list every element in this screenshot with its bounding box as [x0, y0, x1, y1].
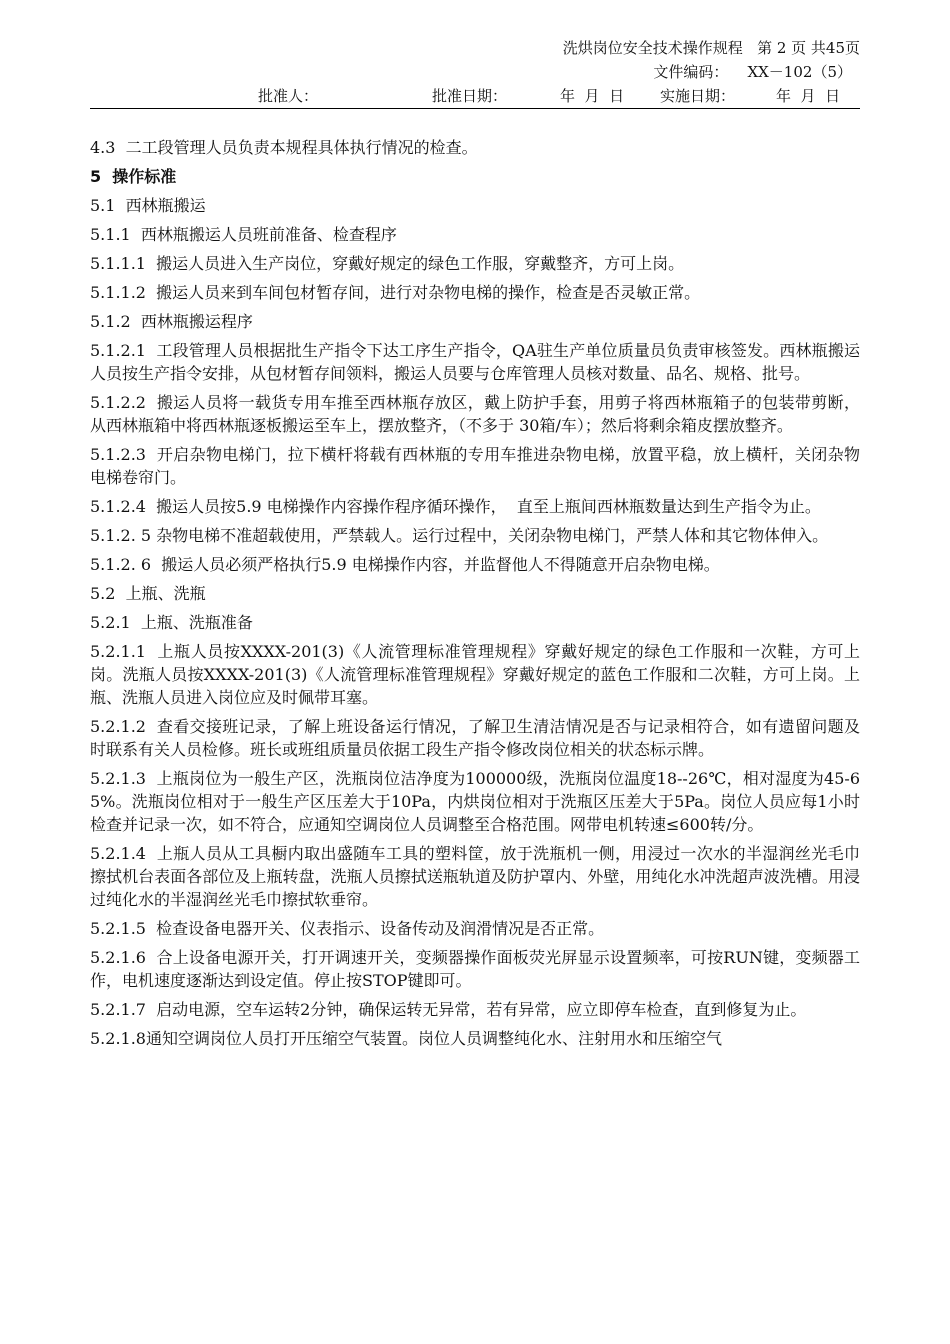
- file-code-label: 文件编码：: [653, 63, 729, 81]
- body-paragraph: 5.1.2.1 工段管理人员根据批生产指令下达工序生产指令，QA驻生产单位质量员负责审核签发。西林瓶搬运人员按生产指令安排，从包材暂存间领料，搬运人员要与仓库管理人员核对数量、品名、规格、批号。: [90, 341, 860, 383]
- document-title: 洗烘岗位安全技术操作规程: [562, 39, 743, 57]
- page-number: 第 2 页 共45页: [757, 39, 860, 57]
- file-code-value: XX－102（5）: [747, 63, 852, 81]
- body-paragraph: 5.2.1.2 查看交接班记录，了解上班设备运行情况，了解卫生清洁情况是否与记录相符合，如有遗留问题及时联系有关人员检修。班长或班组质量员依据工段生产指令修改岗位相关的状态标示牌。: [90, 717, 860, 759]
- effective-date-label: 实施日期：: [660, 87, 736, 105]
- body-paragraph: 5.1.1 西林瓶搬运人员班前准备、检查程序: [90, 225, 397, 244]
- body-paragraph: 5.2.1 上瓶、洗瓶准备: [90, 613, 253, 632]
- approver-label: 批准人：: [258, 87, 319, 105]
- body-paragraph: 5.2.1.3 上瓶岗位为一般生产区，洗瓶岗位洁净度为100000级，洗瓶岗位温度18--26℃，相对湿度为45-65%。洗瓶岗位相对于一般生产区压差大于10Pa，内烘岗位相对于洗瓶区压差大于5Pa。岗位人员应每1小时检查并记录一次，如不符合，应通知空调岗位人员调整至合格范围。网带电机转速≤600转/分。: [90, 769, 860, 834]
- body-paragraph: 5.2.1.8通知空调岗位人员打开压缩空气装置。岗位人员调整纯化水、注射用水和压缩空气: [90, 1029, 722, 1048]
- body-paragraph: 5.1.2.2 搬运人员将一载货专用车推至西林瓶存放区，戴上防护手套，用剪子将西林瓶箱子的包装带剪断，从西林瓶箱中将西林瓶逐板搬运至车上，摆放整齐，（不多于 30箱/车）；然后将剩余箱皮摆放整齐。: [90, 393, 860, 435]
- body-paragraph: 5.2 上瓶、洗瓶: [90, 584, 206, 603]
- approval-date-value: 年 月 日: [560, 87, 625, 105]
- approval-date-label: 批准日期：: [432, 87, 508, 105]
- header-title-group: [563, 36, 860, 60]
- body-paragraph: 5.1.2.4 搬运人员按5.9 电梯操作内容操作程序循环操作， 直至上瓶间西林瓶数量达到生产指令为止。: [90, 497, 821, 516]
- body-paragraph: 5.1.2. 6 搬运人员必须严格执行5.9 电梯操作内容，并监督他人不得随意开启杂物电梯。: [90, 555, 720, 574]
- body-paragraph: 5.1.2 西林瓶搬运程序: [90, 312, 253, 331]
- header-rule: [90, 108, 860, 109]
- body-paragraph: 5.1 西林瓶搬运: [90, 196, 206, 215]
- header-title-line: [90, 36, 860, 60]
- section-heading: 5 操作标准: [90, 167, 177, 186]
- body-paragraph: 5.2.1.5 检查设备电器开关、仪表指示、设备传动及润滑情况是否正常。: [90, 919, 605, 938]
- body-paragraph: 5.2.1.4 上瓶人员从工具橱内取出盛随车工具的塑料筐，放于洗瓶机一侧，用浸过一次水的半湿润丝光毛巾擦拭机台表面各部位及上瓶转盘，洗瓶人员擦拭送瓶轨道及防护罩内、外壁，用纯化水冲洗超声波洗槽。用浸过纯化水的半湿润丝光毛巾擦拭软垂帘。: [90, 844, 860, 909]
- body-paragraph: 5.2.1.7 启动电源，空车运转2分钟，确保运转无异常，若有异常，应立即停车检查，直到修复为止。: [90, 1000, 807, 1019]
- header-approval-line: [90, 84, 860, 108]
- header-file-code-line: [90, 60, 860, 84]
- body-paragraph: 4.3 二工段管理人员负责本规程具体执行情况的检查。: [90, 138, 478, 157]
- body-paragraph: 5.2.1.1 上瓶人员按XXXX-201(3)《人流管理标准管理规程》穿戴好规定的绿色工作服和一次鞋，方可上岗。洗瓶人员按XXXX-201(3)《人流管理标准管理规程》穿戴好规定的蓝色工作服和二次鞋，方可上岗。上瓶、洗瓶人员进入岗位应及时佩带耳塞。: [90, 642, 860, 707]
- effective-date-value: 年 月 日: [776, 87, 841, 105]
- document-body: [90, 136, 860, 1056]
- file-code-group: [653, 60, 852, 84]
- body-paragraph: 5.1.1.1 搬运人员进入生产岗位，穿戴好规定的绿色工作服，穿戴整齐，方可上岗。: [90, 254, 685, 273]
- body-paragraph: 5.1.2.3 开启杂物电梯门，拉下横杆将载有西林瓶的专用车推进杂物电梯，放置平稳，放上横杆，关闭杂物电梯卷帘门。: [90, 445, 860, 487]
- page-header: [90, 36, 860, 108]
- body-paragraph: 5.2.1.6 合上设备电源开关，打开调速开关，变频器操作面板荧光屏显示设置频率，可按RUN键，变频器工作，电机速度逐渐达到设定值。停止按STOP键即可。: [90, 948, 860, 990]
- body-paragraph: 5.1.2. 5 杂物电梯不准超载使用，严禁载人。运行过程中，关闭杂物电梯门，严禁人体和其它物体伸入。: [90, 526, 829, 545]
- body-paragraph: 5.1.1.2 搬运人员来到车间包材暂存间，进行对杂物电梯的操作，检查是否灵敏正常。: [90, 283, 701, 302]
